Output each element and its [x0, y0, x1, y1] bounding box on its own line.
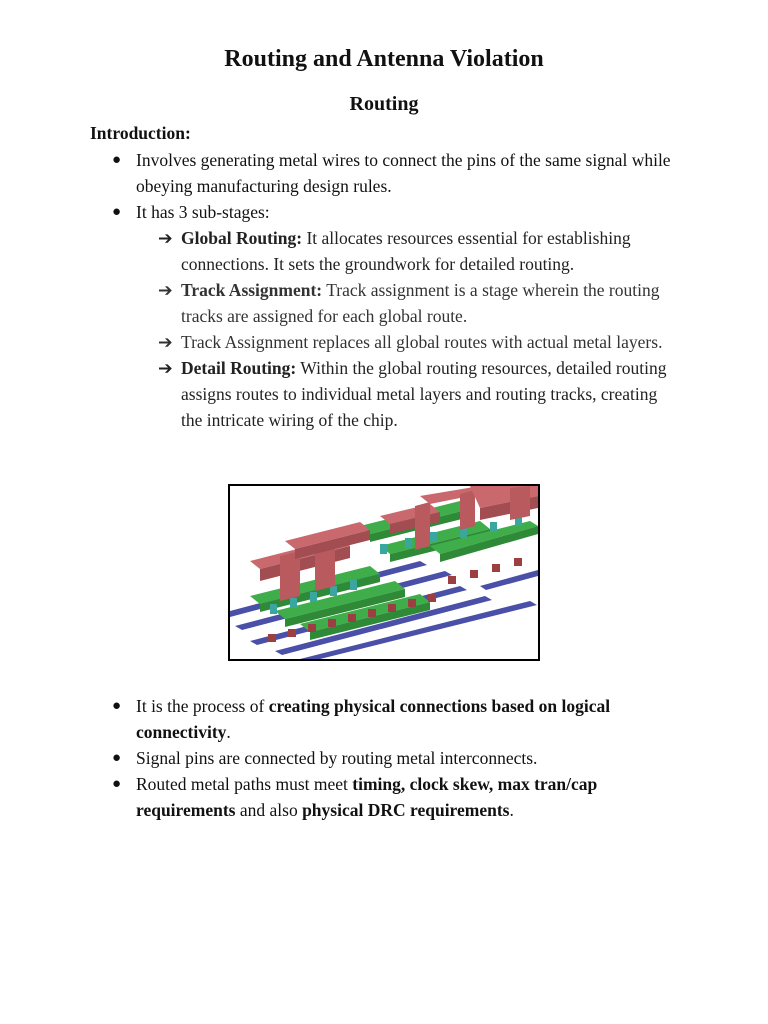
- list-item: [0, 147, 768, 199]
- sub-stage-title: Track Assignment:: [181, 280, 323, 300]
- list-item: [0, 199, 768, 225]
- list-item: [0, 693, 768, 745]
- list-item-emphasis: creating physical connections based on logical connectivity: [136, 696, 611, 742]
- arrow-right-icon: ➔: [158, 358, 173, 378]
- intro-list: [0, 147, 768, 433]
- sub-stage-detail-routing: [0, 355, 768, 433]
- arrow-right-icon: ➔: [158, 280, 173, 300]
- summary-list: [0, 693, 768, 823]
- intro-label: Introduction:: [90, 123, 191, 143]
- list-item-text: It is the process of: [136, 696, 269, 716]
- sub-stage-title: Global Routing:: [181, 228, 303, 248]
- arrow-right-icon: ➔: [158, 332, 173, 352]
- routing-illustration: [228, 484, 540, 661]
- list-item-text: It has 3 sub-stages:: [136, 202, 270, 222]
- list-item-text: Involves generating metal wires to connect the pins of the same signal while obeying manufacturing design rules.: [136, 150, 671, 196]
- sub-stage-global-routing: [0, 225, 768, 277]
- list-item: [0, 771, 768, 823]
- list-item: [0, 745, 768, 771]
- bullet-icon: ●: [112, 204, 122, 220]
- list-item-text: Signal pins are connected by routing metal interconnects.: [136, 748, 538, 768]
- page-title: Routing and Antenna Violation: [224, 46, 544, 72]
- sub-stage-track-assignment: [0, 277, 768, 329]
- sub-stage-title: Detail Routing:: [181, 358, 297, 378]
- bullet-icon: ●: [112, 152, 122, 168]
- sub-stage-text: Within the global routing resources, detailed routing assigns routes to individual metal layers and routing tracks, creating the intricate wiring of the chip.: [181, 358, 667, 430]
- sub-stage-text: It allocates resources essential for establishing connections. It sets the groundwork for detailed routing.: [181, 228, 631, 274]
- list-item-text: and also: [235, 800, 303, 820]
- section-heading: Routing: [349, 93, 419, 115]
- arrow-right-icon: ➔: [158, 228, 173, 248]
- bullet-icon: ●: [112, 750, 122, 766]
- routing-3d-diagram: [230, 486, 538, 659]
- list-item-emphasis: physical DRC requirements: [302, 800, 510, 820]
- list-item-text: .: [226, 722, 231, 742]
- bullet-icon: ●: [112, 776, 122, 792]
- sub-stage-text: Track assignment is a stage wherein the routing tracks are assigned for each global route.: [181, 280, 660, 326]
- list-item-text: Routed metal paths must meet: [136, 774, 353, 794]
- list-item-emphasis: timing, clock skew, max tran/cap requirements: [136, 774, 598, 820]
- sub-stage-track-assignment-note: [0, 329, 768, 355]
- bullet-icon: ●: [112, 698, 122, 714]
- list-item-text: .: [509, 800, 514, 820]
- sub-stage-text: Track Assignment replaces all global routes with actual metal layers.: [181, 332, 663, 352]
